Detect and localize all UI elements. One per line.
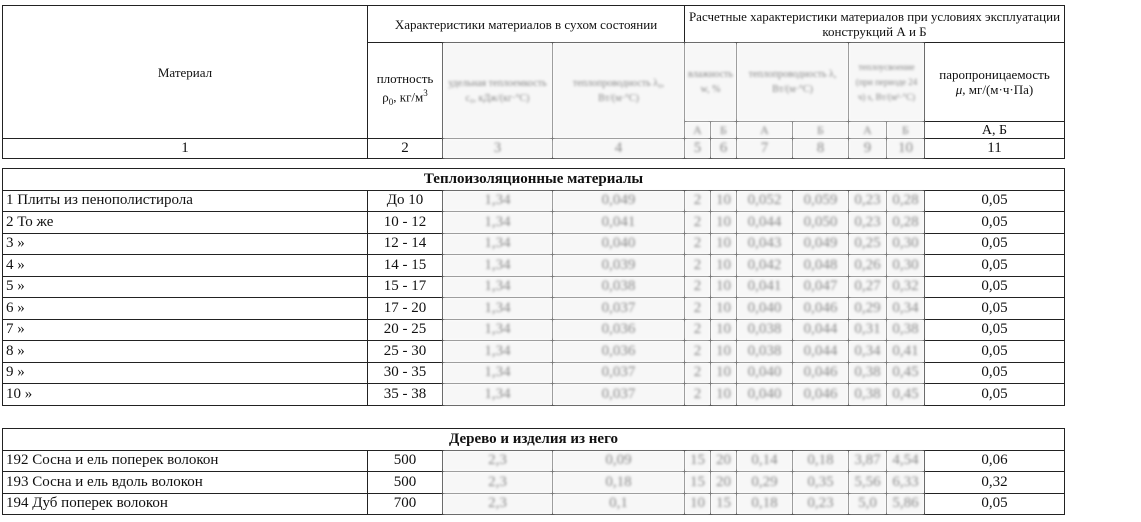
value-cell: 1,34 (443, 190, 553, 212)
col-num: 1 (3, 139, 368, 159)
value-cell: 5,56 (849, 472, 887, 494)
value-cell: 2 (685, 233, 711, 255)
value-cell: 0,45 (887, 362, 925, 384)
value-cell: 3,87 (849, 450, 887, 472)
value-cell: 10 (711, 212, 737, 234)
value-cell: 10 (711, 298, 737, 320)
value-cell: 20 - 25 (368, 319, 443, 341)
value-cell: 0,05 (925, 341, 1065, 363)
value-cell: 15 (685, 472, 711, 494)
value-cell: 2 (685, 341, 711, 363)
value-cell: 2,3 (443, 493, 553, 515)
header-table (2, 5, 1065, 159)
conductivity-header: теплопроводность λ, Вт/(м·°С) (737, 43, 849, 122)
material-name-cell: 9 » (3, 362, 368, 384)
value-cell: 0,049 (553, 190, 685, 212)
value-cell: 2 (685, 212, 711, 234)
value-cell: 0,038 (737, 341, 793, 363)
value-cell: 0,046 (793, 298, 849, 320)
value-cell: 0,29 (849, 298, 887, 320)
col-num: 9 (849, 139, 887, 159)
material-name-cell: 5 » (3, 276, 368, 298)
value-cell: 0,26 (849, 255, 887, 277)
value-cell: 1,34 (443, 362, 553, 384)
value-cell: 2 (685, 298, 711, 320)
value-cell: 0,044 (737, 212, 793, 234)
vapor-permeability-header (925, 43, 1065, 122)
value-cell: 0,041 (737, 276, 793, 298)
material-name-cell: 7 » (3, 319, 368, 341)
value-cell: 0,05 (925, 493, 1065, 515)
table-row (3, 362, 1065, 384)
insulation-table (2, 168, 1065, 406)
value-cell: 30 - 35 (368, 362, 443, 384)
value-cell: 5,86 (887, 493, 925, 515)
material-header: Материал (3, 6, 368, 139)
value-cell: 0,38 (887, 319, 925, 341)
value-cell: 0,18 (553, 472, 685, 494)
col-num: 3 (443, 139, 553, 159)
value-cell: 0,052 (737, 190, 793, 212)
value-cell: 0,38 (849, 384, 887, 406)
table-row (3, 319, 1065, 341)
value-cell: 0,043 (737, 233, 793, 255)
value-cell: 5,0 (849, 493, 887, 515)
col-num: 7 (737, 139, 793, 159)
density-symbol: ρ (382, 89, 389, 105)
table-row (3, 255, 1065, 277)
sub-ab: А, Б (925, 122, 1065, 139)
value-cell: 0,040 (737, 384, 793, 406)
value-cell: 0,1 (553, 493, 685, 515)
col-num: 4 (553, 139, 685, 159)
value-cell: 0,046 (793, 362, 849, 384)
sub-b: Б (793, 122, 849, 139)
material-name-cell: 1 Плиты из пенополистирола (3, 190, 368, 212)
material-name-cell: 10 » (3, 384, 368, 406)
value-cell: 10 (685, 493, 711, 515)
value-cell: 10 (711, 341, 737, 363)
material-name-cell: 4 » (3, 255, 368, 277)
value-cell: 0,044 (793, 341, 849, 363)
value-cell: 15 (685, 450, 711, 472)
value-cell: 0,05 (925, 384, 1065, 406)
value-cell: 0,28 (887, 212, 925, 234)
table-row (3, 472, 1065, 494)
value-cell: 0,23 (849, 190, 887, 212)
vapor-symbol: μ (955, 82, 963, 97)
value-cell: 0,05 (925, 233, 1065, 255)
value-cell: 0,25 (849, 233, 887, 255)
value-cell: 1,34 (443, 319, 553, 341)
value-cell: 0,29 (737, 472, 793, 494)
table-row (3, 212, 1065, 234)
wood-table (2, 428, 1065, 515)
section-title-row (3, 429, 1065, 451)
value-cell: 1,34 (443, 384, 553, 406)
value-cell: 0,31 (849, 319, 887, 341)
value-cell: 1,34 (443, 298, 553, 320)
value-cell: 0,05 (925, 255, 1065, 277)
value-cell: 0,041 (553, 212, 685, 234)
value-cell: 12 - 14 (368, 233, 443, 255)
value-cell: 0,38 (849, 362, 887, 384)
value-cell: 15 (711, 493, 737, 515)
value-cell: 15 - 17 (368, 276, 443, 298)
col-num: 11 (925, 139, 1065, 159)
section-title: Теплоизоляционные материалы (3, 169, 1065, 191)
dry-group-header: Характеристики материалов в сухом состоянии (368, 6, 685, 43)
value-cell: 0,34 (849, 341, 887, 363)
table-row (3, 233, 1065, 255)
value-cell: 0,09 (553, 450, 685, 472)
value-cell: 0,45 (887, 384, 925, 406)
sub-b: Б (887, 122, 925, 139)
value-cell: 0,35 (793, 472, 849, 494)
value-cell: 0,038 (737, 319, 793, 341)
value-cell: 0,046 (793, 384, 849, 406)
value-cell: 2 (685, 276, 711, 298)
density-sup: 3 (423, 88, 428, 99)
value-cell: 1,34 (443, 212, 553, 234)
value-cell: До 10 (368, 190, 443, 212)
value-cell: 0,049 (793, 233, 849, 255)
value-cell: 2 (685, 362, 711, 384)
value-cell: 35 - 38 (368, 384, 443, 406)
value-cell: 0,18 (793, 450, 849, 472)
value-cell: 0,28 (887, 190, 925, 212)
density-header (368, 43, 443, 139)
value-cell: 0,059 (793, 190, 849, 212)
value-cell: 4,54 (887, 450, 925, 472)
value-cell: 0,32 (887, 276, 925, 298)
value-cell: 0,038 (553, 276, 685, 298)
dry-conductivity-header: теплопроводность λ₀, Вт/(м·°С) (553, 43, 685, 139)
value-cell: 0,037 (553, 362, 685, 384)
value-cell: 0,27 (849, 276, 887, 298)
value-cell: 17 - 20 (368, 298, 443, 320)
density-label: плотность (376, 71, 434, 87)
material-name-cell: 2 То же (3, 212, 368, 234)
value-cell: 10 (711, 319, 737, 341)
sub-a: А (685, 122, 711, 139)
value-cell: 0,23 (849, 212, 887, 234)
value-cell: 2 (685, 190, 711, 212)
value-cell: 20 (711, 472, 737, 494)
material-name-cell: 194 Дуб поперек волокон (3, 493, 368, 515)
value-cell: 0,34 (887, 298, 925, 320)
value-cell: 10 (711, 255, 737, 277)
table-row (3, 450, 1065, 472)
value-cell: 10 (711, 384, 737, 406)
value-cell: 6,33 (887, 472, 925, 494)
value-cell: 0,040 (553, 233, 685, 255)
value-cell: 10 - 12 (368, 212, 443, 234)
density-unit: , кг/м (393, 89, 424, 105)
table-row (3, 276, 1065, 298)
value-cell: 1,34 (443, 341, 553, 363)
material-name-cell: 3 » (3, 233, 368, 255)
col-num: 8 (793, 139, 849, 159)
heat-absorption-header: теплоусвоение (при периоде 24 ч) s, Вт/(м²·°С) (849, 43, 925, 122)
sub-a: А (737, 122, 793, 139)
value-cell: 0,05 (925, 298, 1065, 320)
table-row (3, 493, 1065, 515)
table-row (3, 384, 1065, 406)
value-cell: 500 (368, 450, 443, 472)
value-cell: 0,050 (793, 212, 849, 234)
value-cell: 0,05 (925, 319, 1065, 341)
value-cell: 0,32 (925, 472, 1065, 494)
value-cell: 0,05 (925, 212, 1065, 234)
value-cell: 25 - 30 (368, 341, 443, 363)
value-cell: 0,41 (887, 341, 925, 363)
value-cell: 0,30 (887, 233, 925, 255)
value-cell: 0,036 (553, 319, 685, 341)
material-name-cell: 192 Сосна и ель поперек волокон (3, 450, 368, 472)
value-cell: 0,042 (737, 255, 793, 277)
value-cell: 0,05 (925, 276, 1065, 298)
table-row (3, 298, 1065, 320)
value-cell: 10 (711, 362, 737, 384)
value-cell: 1,34 (443, 255, 553, 277)
value-cell: 0,06 (925, 450, 1065, 472)
col-num: 5 (685, 139, 711, 159)
section-title: Дерево и изделия из него (3, 429, 1065, 451)
sub-a: А (849, 122, 887, 139)
value-cell: 0,044 (793, 319, 849, 341)
value-cell: 0,036 (553, 341, 685, 363)
table-row (3, 341, 1065, 363)
value-cell: 10 (711, 190, 737, 212)
calc-group-header: Расчетные характеристики материалов при условиях эксплуатации конструкций А и Б (685, 6, 1065, 43)
col-num: 10 (887, 139, 925, 159)
value-cell: 0,05 (925, 362, 1065, 384)
value-cell: 0,14 (737, 450, 793, 472)
vapor-unit: , мг/(м·ч·Па) (962, 82, 1034, 97)
value-cell: 14 - 15 (368, 255, 443, 277)
value-cell: 0,037 (553, 298, 685, 320)
heat-capacity-header: удельная теплоемкость с₀, кДж/(кг·°С) (443, 43, 553, 139)
value-cell: 0,040 (737, 362, 793, 384)
value-cell: 0,05 (925, 190, 1065, 212)
value-cell: 0,23 (793, 493, 849, 515)
material-name-cell: 6 » (3, 298, 368, 320)
value-cell: 0,039 (553, 255, 685, 277)
value-cell: 0,048 (793, 255, 849, 277)
value-cell: 2 (685, 384, 711, 406)
value-cell: 2 (685, 255, 711, 277)
value-cell: 0,30 (887, 255, 925, 277)
value-cell: 2 (685, 319, 711, 341)
value-cell: 10 (711, 233, 737, 255)
value-cell: 0,047 (793, 276, 849, 298)
material-name-cell: 8 » (3, 341, 368, 363)
density-sub: 0 (388, 96, 394, 107)
value-cell: 1,34 (443, 233, 553, 255)
material-name-cell: 193 Сосна и ель вдоль волокон (3, 472, 368, 494)
sub-b: Б (711, 122, 737, 139)
value-cell: 0,18 (737, 493, 793, 515)
col-num: 6 (711, 139, 737, 159)
value-cell: 700 (368, 493, 443, 515)
value-cell: 2,3 (443, 472, 553, 494)
value-cell: 2,3 (443, 450, 553, 472)
value-cell: 20 (711, 450, 737, 472)
vapor-label: паропроницаемость (939, 67, 1050, 82)
value-cell: 0,040 (737, 298, 793, 320)
value-cell: 10 (711, 276, 737, 298)
value-cell: 500 (368, 472, 443, 494)
col-num: 2 (368, 139, 443, 159)
value-cell: 0,037 (553, 384, 685, 406)
section-title-row (3, 169, 1065, 191)
value-cell: 1,34 (443, 276, 553, 298)
table-row (3, 190, 1065, 212)
moisture-header: влажность w, % (685, 43, 737, 122)
